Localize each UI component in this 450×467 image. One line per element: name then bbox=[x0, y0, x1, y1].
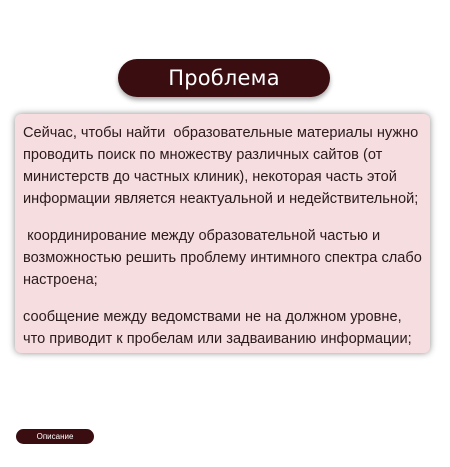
problem-paragraph-1: Сейчас, чтобы найти образовательные материалы нужно проводить поиск по множеству различных сайтов (от министерств до частных клиник), некоторая часть этой информации является неактуальной и недействительной; bbox=[23, 125, 423, 207]
problem-paragraph-3: сообщение между ведомствами не на должном уровне, что приводит к пробелам или задваиванию информации; bbox=[23, 309, 412, 347]
problem-paragraph-2: координирование между образовательной частью и возможностью решить проблему интимного спектра слабо настроена; bbox=[23, 228, 426, 288]
problem-card bbox=[15, 114, 430, 353]
description-tag[interactable]: Описание bbox=[16, 429, 94, 444]
slide-title: Проблема bbox=[118, 59, 330, 97]
